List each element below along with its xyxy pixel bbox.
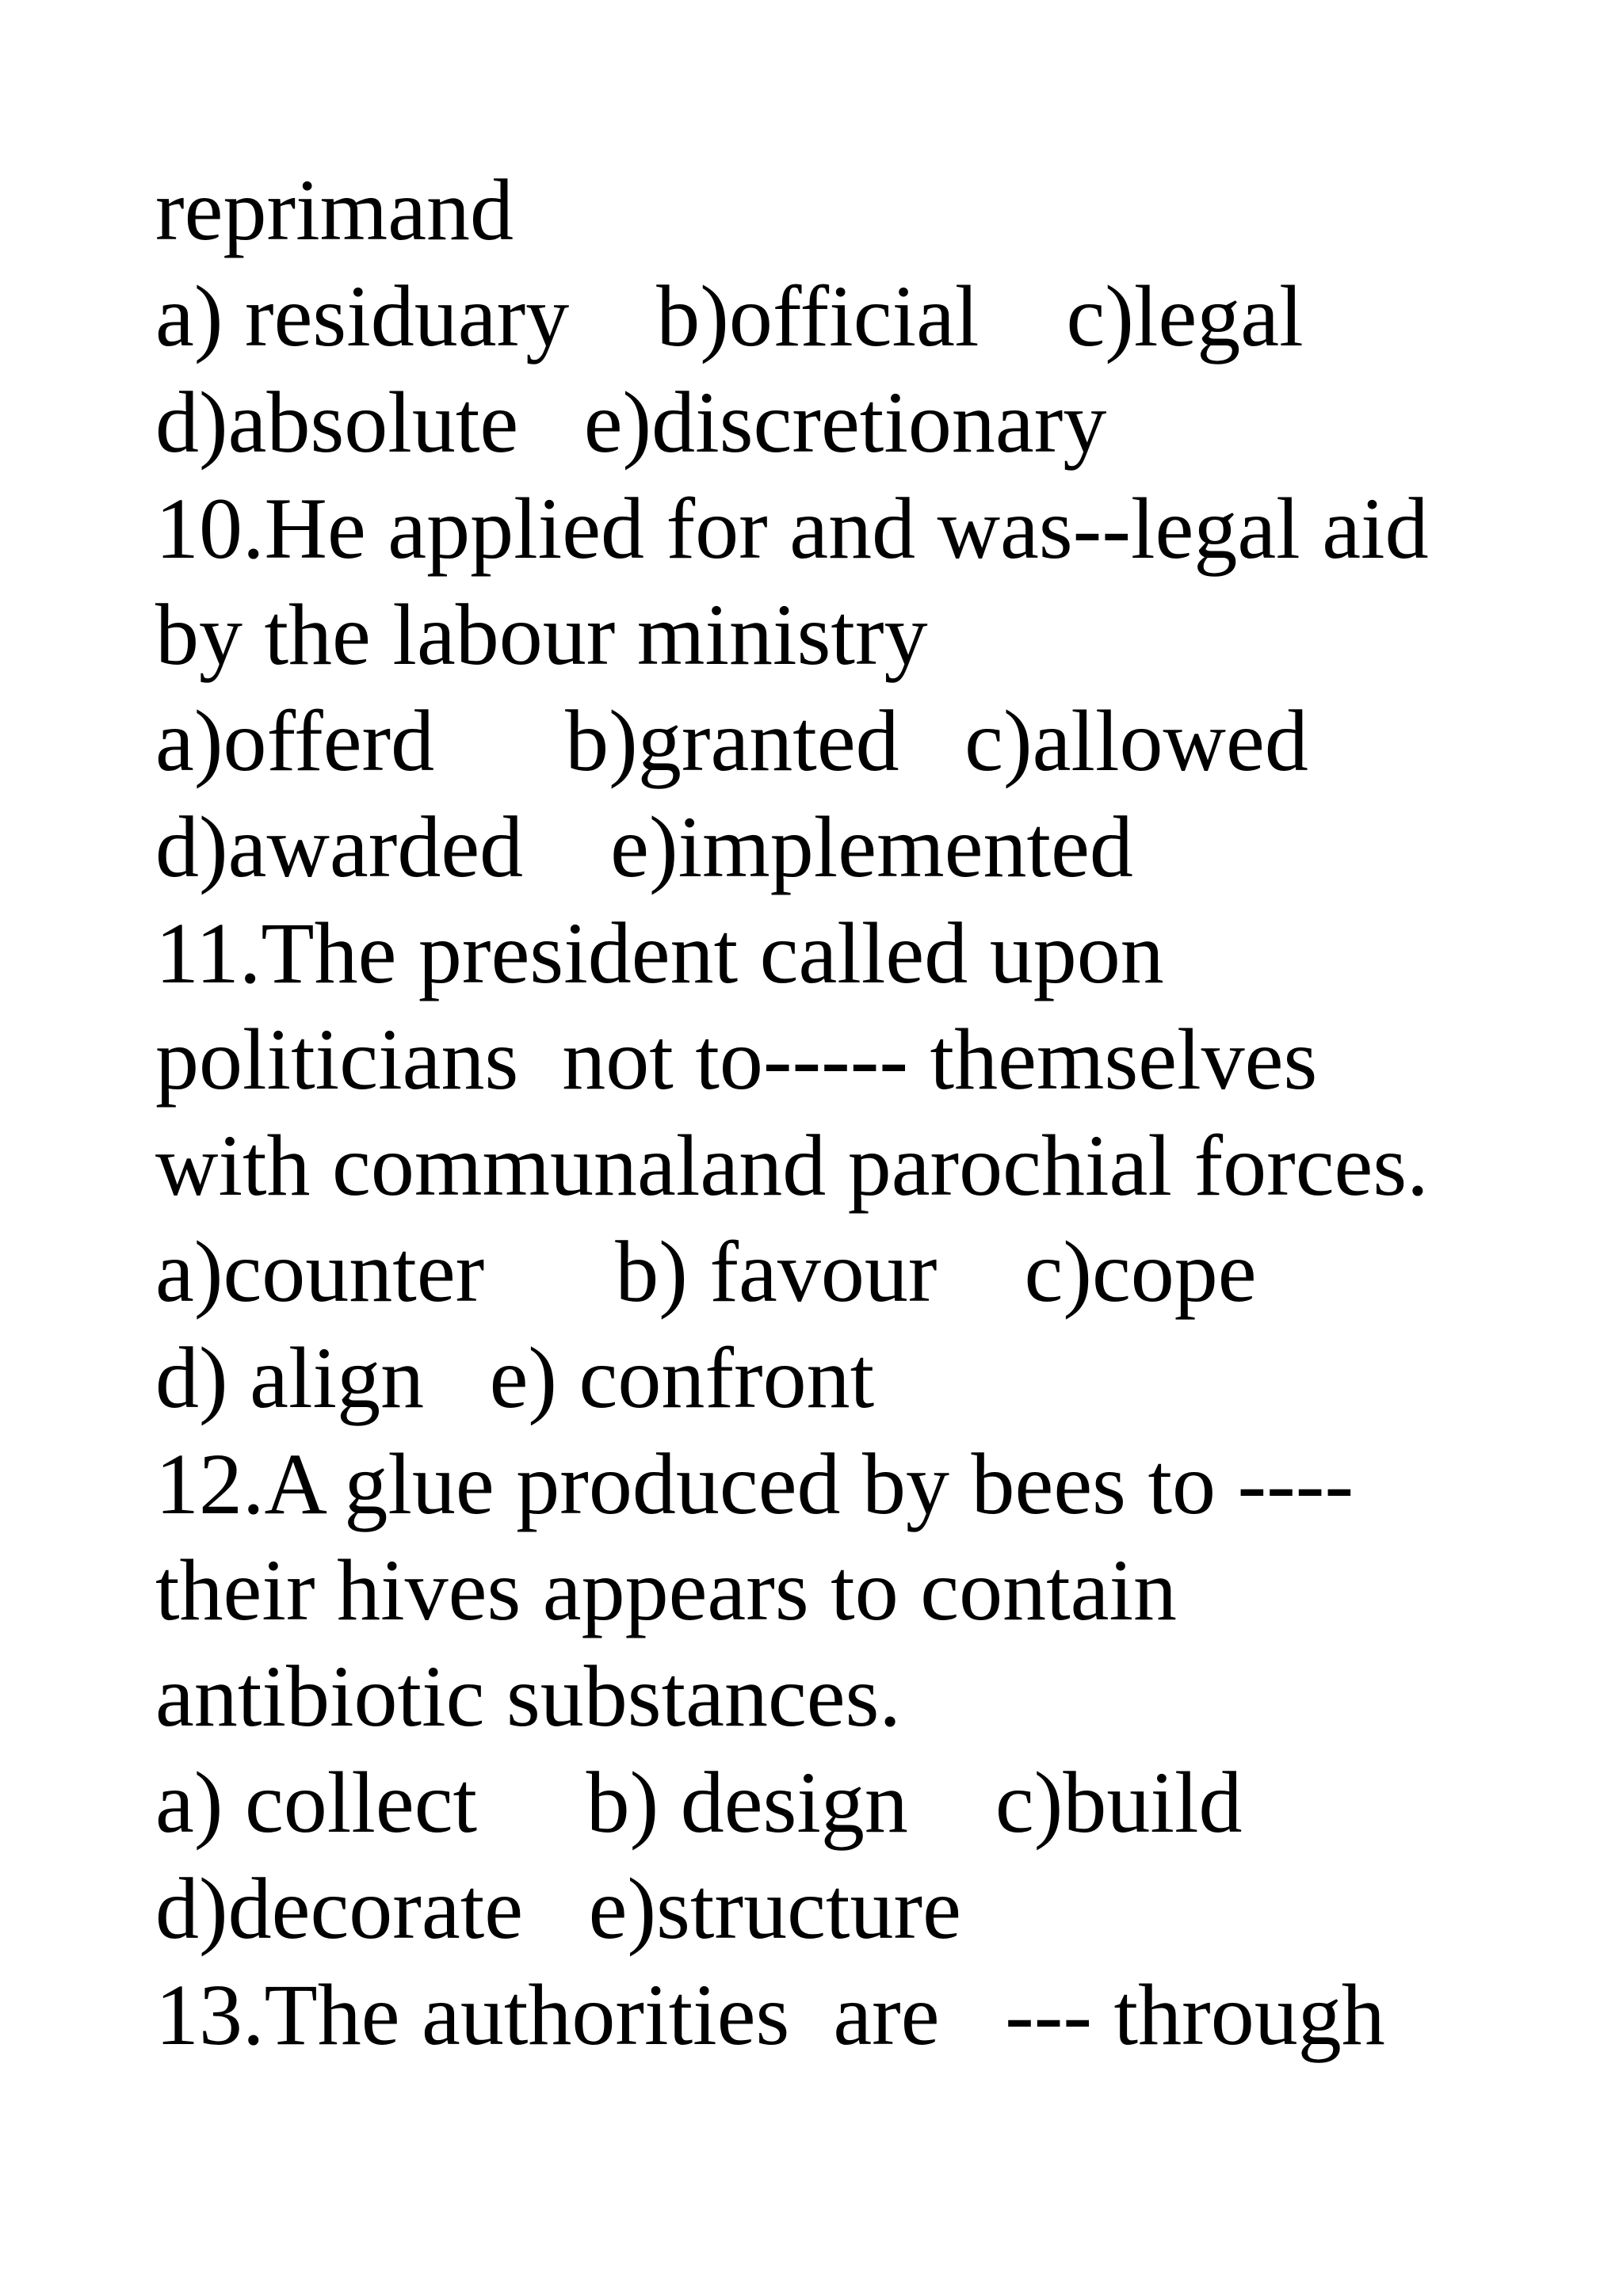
question-11-line-3: with communaland parochial forces. bbox=[155, 1117, 1429, 1214]
question-11-line-2: politicians not to----- themselves bbox=[155, 1011, 1318, 1108]
question-12-line-1: 12.A glue produced by bees to ---- bbox=[155, 1436, 1354, 1532]
options-line-q11-a-c: a)counter b) favour c)cope bbox=[155, 1223, 1257, 1320]
question-11-line-1: 11.The president called upon bbox=[155, 905, 1164, 1001]
options-line-q11-d-e: d) align e) confront bbox=[155, 1329, 875, 1426]
question-12-line-3: antibiotic substances. bbox=[155, 1648, 901, 1745]
options-line-q9-a-c: a) residuary b)official c)legal bbox=[155, 268, 1304, 364]
options-line-q12-a-c: a) collect b) design c)build bbox=[155, 1754, 1243, 1851]
text-line-reprimand: reprimand bbox=[155, 162, 514, 258]
question-10-line-1: 10.He applied for and was--legal aid bbox=[155, 480, 1429, 577]
options-line-q10-d-e: d)awarded e)implemented bbox=[155, 799, 1133, 895]
options-line-q12-d-e: d)decorate e)structure bbox=[155, 1860, 961, 1957]
question-10-line-2: by the labour ministry bbox=[155, 586, 928, 683]
options-line-q10-a-c: a)offerd b)granted c)allowed bbox=[155, 692, 1308, 789]
options-line-q9-d-e: d)absolute e)discretionary bbox=[155, 374, 1107, 471]
question-12-line-2: their hives appears to contain bbox=[155, 1542, 1178, 1638]
question-13-line-1: 13.The authorities are --- through bbox=[155, 1966, 1385, 2063]
